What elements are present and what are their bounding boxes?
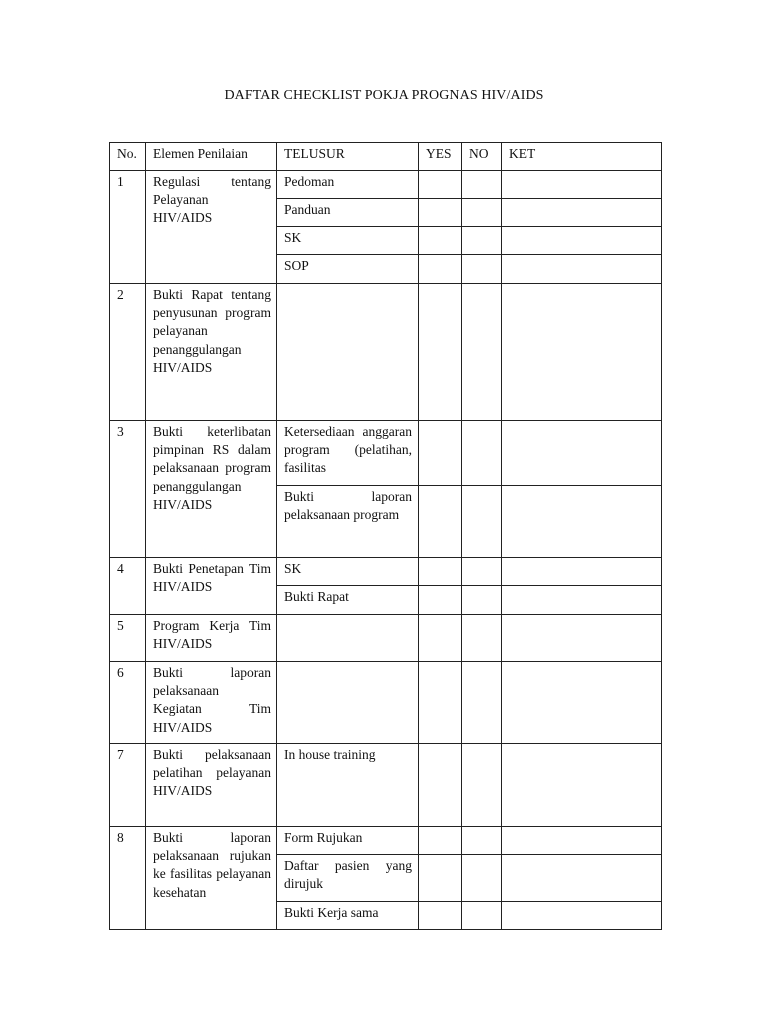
- yes-cell[interactable]: [419, 284, 462, 421]
- table-row: [110, 615, 662, 662]
- yes-cell[interactable]: [419, 744, 462, 827]
- elemen-penilaian-cell: Bukti pelaksanaan pelatihan pelayanan HIV/AIDS: [146, 744, 277, 827]
- table-row: [110, 171, 662, 199]
- ket-cell[interactable]: [502, 486, 662, 558]
- table-row: [110, 284, 662, 421]
- table-row: [110, 558, 662, 586]
- elemen-penilaian-cell: Bukti Rapat tentang penyusunan program pelayanan penanggulangan HIV/AIDS: [146, 284, 277, 421]
- yes-cell[interactable]: [419, 558, 462, 586]
- ket-cell[interactable]: [502, 662, 662, 744]
- telusur-cell: Daftar pasien yang dirujuk: [277, 855, 419, 902]
- no-cell[interactable]: [462, 586, 502, 615]
- header-telusur: TELUSUR: [277, 143, 419, 171]
- no-cell[interactable]: [462, 171, 502, 199]
- yes-cell[interactable]: [419, 255, 462, 284]
- ket-cell[interactable]: [502, 615, 662, 662]
- no-cell[interactable]: [462, 284, 502, 421]
- telusur-cell: Bukti Rapat: [277, 586, 419, 615]
- row-number: 5: [110, 615, 146, 662]
- row-number: 6: [110, 662, 146, 744]
- ket-cell[interactable]: [502, 586, 662, 615]
- telusur-cell: Bukti laporan pelaksanaan program: [277, 486, 419, 558]
- telusur-cell: Bukti Kerja sama: [277, 902, 419, 930]
- ket-cell[interactable]: [502, 171, 662, 199]
- row-number: 4: [110, 558, 146, 615]
- yes-cell[interactable]: [419, 171, 462, 199]
- telusur-cell: SK: [277, 227, 419, 255]
- header-yes: YES: [419, 143, 462, 171]
- row-number: 3: [110, 421, 146, 558]
- yes-cell[interactable]: [419, 662, 462, 744]
- checklist-table: [109, 142, 662, 930]
- yes-cell[interactable]: [419, 855, 462, 902]
- elemen-penilaian-cell: Bukti keterlibatan pimpinan RS dalam pelaksanaan program penanggulangan HIV/AIDS: [146, 421, 277, 558]
- no-cell[interactable]: [462, 662, 502, 744]
- yes-cell[interactable]: [419, 199, 462, 227]
- ket-cell[interactable]: [502, 284, 662, 421]
- yes-cell[interactable]: [419, 421, 462, 486]
- elemen-penilaian-cell: Regulasi tentang Pelayanan HIV/AIDS: [146, 171, 277, 284]
- telusur-cell: [277, 284, 419, 421]
- ket-cell[interactable]: [502, 255, 662, 284]
- no-cell[interactable]: [462, 486, 502, 558]
- row-number: 8: [110, 827, 146, 930]
- telusur-cell: Panduan: [277, 199, 419, 227]
- ket-cell[interactable]: [502, 827, 662, 855]
- yes-cell[interactable]: [419, 227, 462, 255]
- no-cell[interactable]: [462, 744, 502, 827]
- telusur-cell: Pedoman: [277, 171, 419, 199]
- telusur-cell: [277, 662, 419, 744]
- row-number: 7: [110, 744, 146, 827]
- ket-cell[interactable]: [502, 558, 662, 586]
- telusur-cell: Ketersediaan anggaran program (pelatihan, fasilitas: [277, 421, 419, 486]
- elemen-penilaian-cell: Bukti laporan pelaksanaan rujukan ke fasilitas pelayanan kesehatan: [146, 827, 277, 930]
- no-cell[interactable]: [462, 827, 502, 855]
- yes-cell[interactable]: [419, 902, 462, 930]
- telusur-cell: Form Rujukan: [277, 827, 419, 855]
- elemen-penilaian-cell: Program Kerja Tim HIV/AIDS: [146, 615, 277, 662]
- no-cell[interactable]: [462, 421, 502, 486]
- no-cell[interactable]: [462, 199, 502, 227]
- ket-cell[interactable]: [502, 855, 662, 902]
- telusur-cell: SOP: [277, 255, 419, 284]
- table-row: [110, 662, 662, 744]
- elemen-penilaian-cell: Bukti laporan pelaksanaan Kegiatan Tim HIV/AIDS: [146, 662, 277, 744]
- no-cell[interactable]: [462, 615, 502, 662]
- yes-cell[interactable]: [419, 586, 462, 615]
- row-number: 1: [110, 171, 146, 284]
- header-no-col: NO: [462, 143, 502, 171]
- telusur-cell: In house training: [277, 744, 419, 827]
- ket-cell[interactable]: [502, 744, 662, 827]
- no-cell[interactable]: [462, 227, 502, 255]
- header-elemen: Elemen Penilaian: [146, 143, 277, 171]
- header-row: [110, 143, 662, 171]
- ket-cell[interactable]: [502, 421, 662, 486]
- header-no: No.: [110, 143, 146, 171]
- no-cell[interactable]: [462, 255, 502, 284]
- table-row: [110, 421, 662, 486]
- table-row: [110, 744, 662, 827]
- ket-cell[interactable]: [502, 199, 662, 227]
- table-row: [110, 827, 662, 855]
- document-title: DAFTAR CHECKLIST POKJA PROGNAS HIV/AIDS: [224, 88, 544, 103]
- elemen-penilaian-cell: Bukti Penetapan Tim HIV/AIDS: [146, 558, 277, 615]
- ket-cell[interactable]: [502, 902, 662, 930]
- no-cell[interactable]: [462, 855, 502, 902]
- no-cell[interactable]: [462, 902, 502, 930]
- yes-cell[interactable]: [419, 486, 462, 558]
- ket-cell[interactable]: [502, 227, 662, 255]
- yes-cell[interactable]: [419, 827, 462, 855]
- telusur-cell: SK: [277, 558, 419, 586]
- no-cell[interactable]: [462, 558, 502, 586]
- header-ket: KET: [502, 143, 662, 171]
- yes-cell[interactable]: [419, 615, 462, 662]
- row-number: 2: [110, 284, 146, 421]
- telusur-cell: [277, 615, 419, 662]
